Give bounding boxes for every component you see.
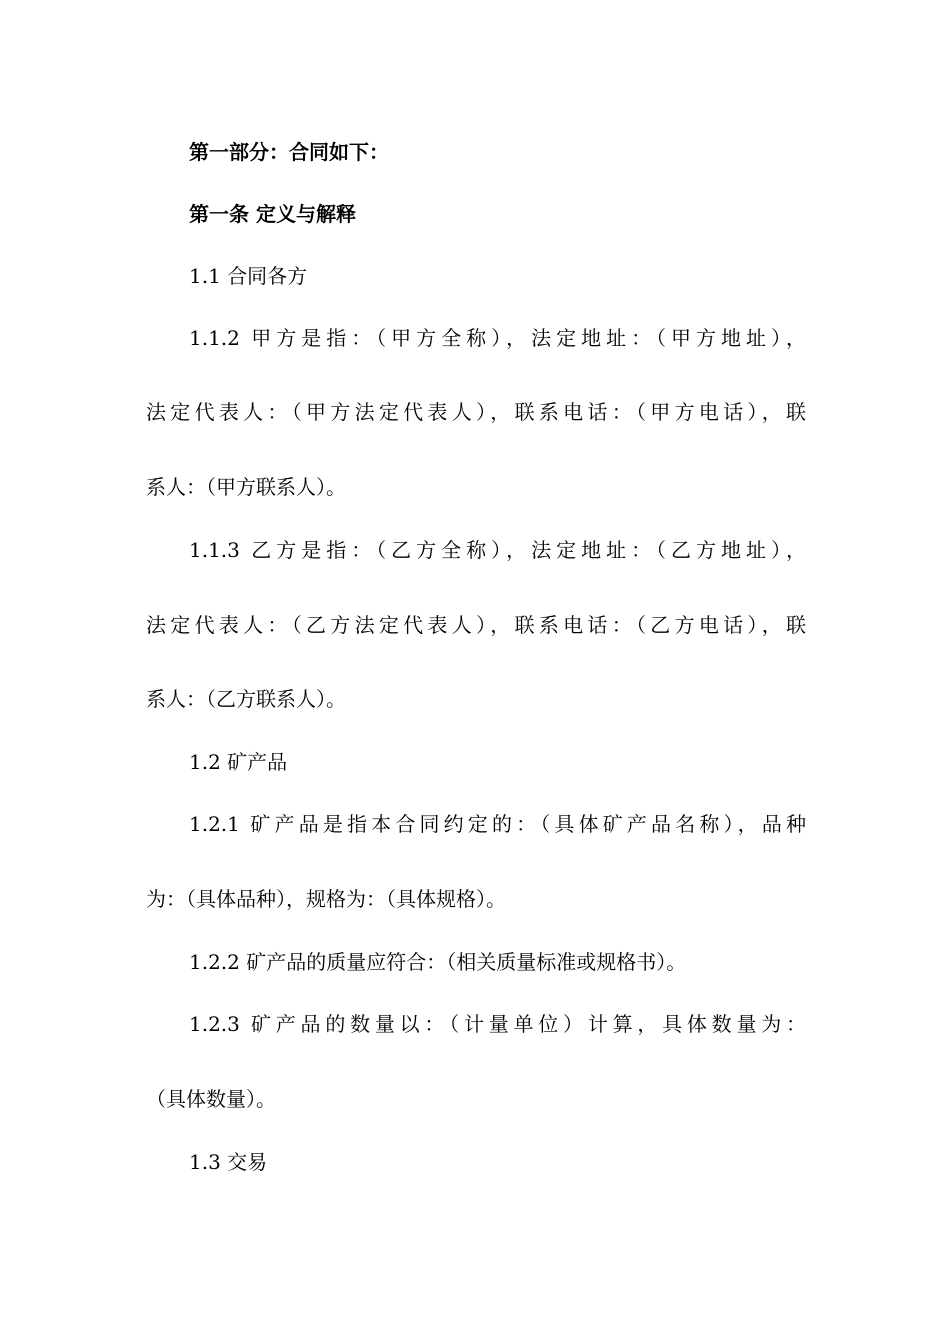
paragraph-1-1-2-line-2: 法定代表人：（甲方法定代表人），联系电话：（甲方电话），联 (146, 400, 806, 424)
section-title-1-1: 1.1 合同各方 (189, 264, 308, 288)
article-heading: 第一条 定义与解释 (189, 202, 356, 226)
paragraph-1-2-3-line-1: 1.2.3 矿产品的数量以：（计量单位）计算，具体数量为： (189, 1012, 806, 1036)
paragraph-1-1-3-line-2: 法定代表人：（乙方法定代表人），联系电话：（乙方电话），联 (146, 613, 806, 637)
paragraph-1-2-1-line-2: 为：（具体品种），规格为：（具体规格）。 (146, 887, 506, 911)
paragraph-1-2-3-line-2: （具体数量）。 (146, 1087, 276, 1111)
paragraph-1-2-1-line-1: 1.2.1 矿产品是指本合同约定的：（具体矿产品名称），品种 (189, 812, 806, 836)
paragraph-1-1-2-line-3: 系人：（甲方联系人）。 (146, 475, 346, 499)
paragraph-1-1-3-line-1: 1.1.3 乙方是指：（乙方全称），法定地址：（乙方地址）， (189, 538, 806, 562)
section-title-1-2: 1.2 矿产品 (189, 750, 288, 774)
paragraph-1-1-3-line-3: 系人：（乙方联系人）。 (146, 687, 346, 711)
section-title-1-3: 1.3 交易 (189, 1150, 268, 1174)
part-heading: 第一部分：合同如下： (189, 140, 389, 164)
paragraph-1-2-2-line-1: 1.2.2 矿产品的质量应符合：（相关质量标准或规格书）。 (189, 950, 687, 974)
paragraph-1-1-2-line-1: 1.1.2 甲方是指：（甲方全称），法定地址：（甲方地址）， (189, 326, 806, 350)
